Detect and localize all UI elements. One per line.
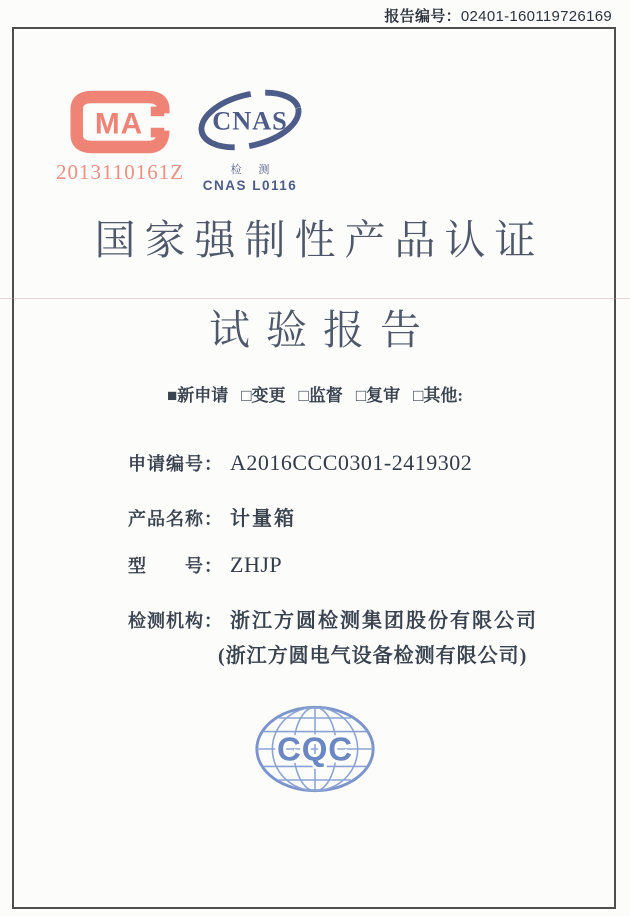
cma-letters: MA — [94, 107, 144, 141]
field-value-line2: (浙江方圆电气设备检测有限公司) — [218, 645, 528, 667]
cma-cert-number: 2013110161Z — [56, 160, 185, 184]
field-label: 产品名称： — [128, 509, 223, 529]
field-value: A2016CCC0301-2419302 — [230, 450, 473, 475]
cnas-letters: CNAS — [212, 106, 288, 136]
cqc-logo-block — [0, 703, 630, 795]
cqc-letters: CQC — [276, 730, 354, 768]
cma-logo-icon — [70, 90, 170, 154]
field-application-number — [128, 450, 472, 476]
field-product-name — [128, 502, 296, 531]
cnas-sub-label: 检 测 — [230, 164, 277, 176]
field-model — [128, 552, 282, 578]
checkbox-review: □复审 — [355, 386, 401, 405]
cnas-logo-block — [190, 84, 310, 193]
cnas-logo-icon — [193, 84, 307, 156]
document-title-line2: 试验报告 — [209, 307, 437, 353]
checkbox-new-application: ■新申请 — [166, 386, 229, 405]
checkbox-supervision: □监督 — [298, 386, 343, 405]
report-number — [384, 5, 612, 26]
checkbox-change: □变更 — [241, 386, 286, 405]
report-number-value: 02401-160119726169 — [460, 8, 612, 25]
cma-logo-block — [56, 90, 184, 185]
field-value-line1: 浙江方圆检测集团股份有限公司 — [230, 610, 538, 632]
field-value: ZHJP — [230, 552, 283, 577]
checkbox-other: □其他: — [413, 386, 464, 405]
report-number-label: 报告编号： — [384, 9, 461, 25]
field-value: 计量箱 — [230, 508, 296, 530]
cqc-globe-icon — [252, 703, 378, 795]
document-title-line1: 国家强制性产品认证 — [94, 217, 545, 263]
application-type-checkboxes — [0, 381, 630, 406]
field-label: 申请编号： — [128, 454, 223, 474]
field-label: 型 号： — [128, 556, 223, 576]
cnas-accreditation-code: CNAS L0116 — [202, 178, 298, 193]
field-test-organization — [128, 604, 538, 668]
field-label: 检测机构： — [128, 611, 223, 631]
